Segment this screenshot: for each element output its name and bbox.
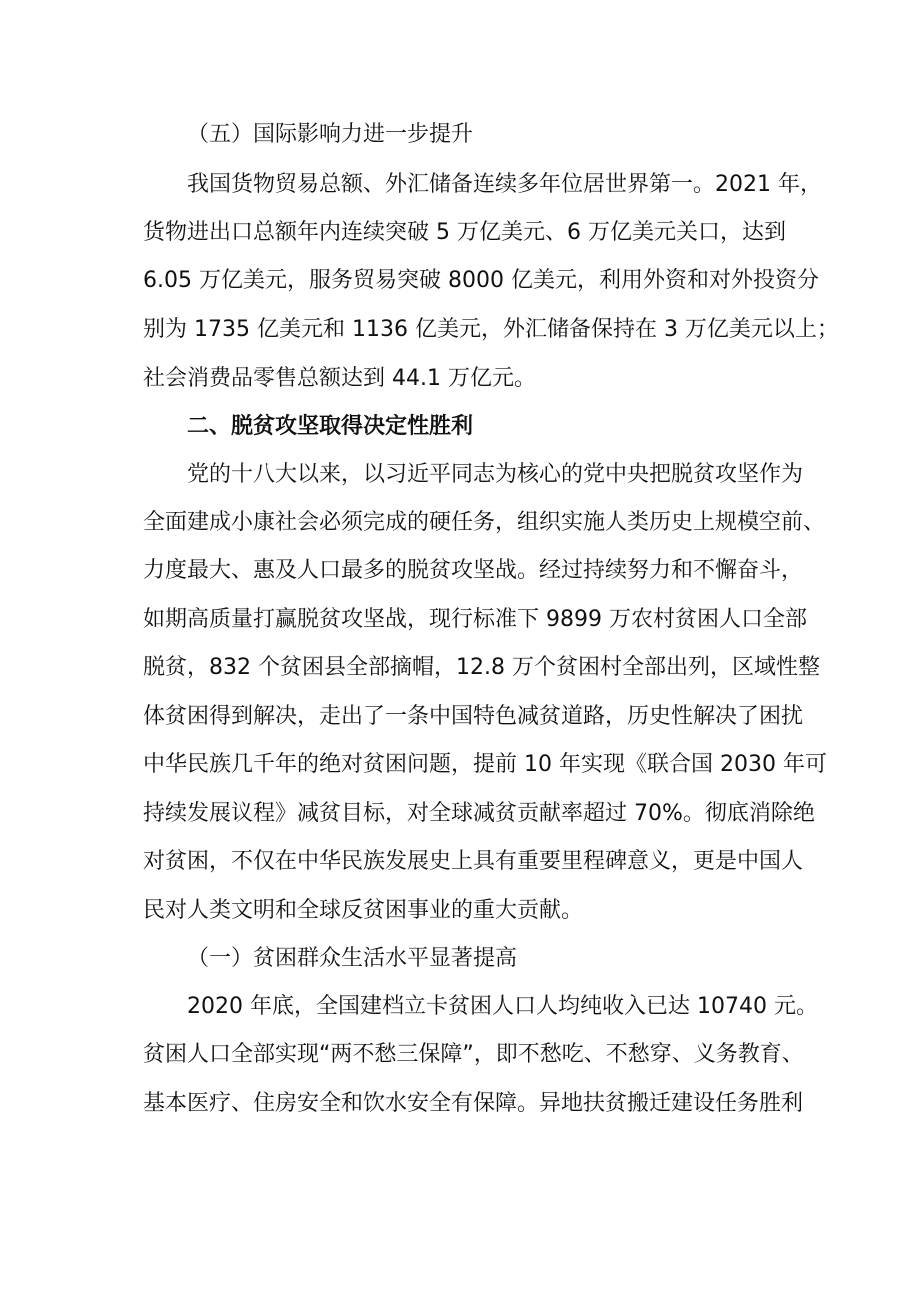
section-heading-poverty-alleviation: 二、脱贫攻坚取得决定性胜利	[187, 414, 474, 439]
paragraph-line: 力度最大、惠及人口最多的脱贫攻坚战。经过持续努力和不懈奋斗，	[143, 558, 804, 583]
paragraph-line: 2020 年底，全国建档立卡贫困人口人均纯收入已达 10740 元。	[187, 994, 818, 1019]
paragraph-line: 对贫困，不仅在中华民族发展史上具有重要里程碑意义，更是中国人	[143, 849, 804, 874]
paragraph-line: 社会消费品零售总额达到 44.1 万亿元。	[143, 366, 536, 391]
paragraph-line: 持续发展议程》减贫目标，对全球减贫贡献率超过 70%。彻底消除绝	[143, 801, 815, 826]
paragraph-line: 中华民族几千年的绝对贫困问题，提前 10 年实现《联合国 2030 年可	[143, 752, 827, 777]
paragraph-line: 脱贫，832 个贫困县全部摘帽，12.8 万个贫困村全部出列，区域性整	[143, 655, 820, 680]
paragraph-line: 别为 1735 亿美元和 1136 亿美元，外汇储备保持在 3 万亿美元以上；	[143, 317, 839, 342]
paragraph-line: 基本医疗、住房安全和饮水安全有保障。异地扶贫搬迁建设任务胜利	[143, 1091, 804, 1116]
paragraph-line: 如期高质量打赢脱贫攻坚战，现行标准下 9899 万农村贫困人口全部	[143, 607, 807, 632]
section-heading-international-influence: （五）国际影响力进一步提升	[187, 122, 474, 147]
paragraph-line: 体贫困得到解决，走出了一条中国特色减贫道路，历史性解决了困扰	[143, 704, 804, 729]
paragraph-line: 贫困人口全部实现“两不愁三保障”，即不愁吃、不愁穿、义务教育、	[143, 1042, 804, 1067]
section-heading-living-standards: （一）贫困群众生活水平显著提高	[187, 946, 518, 971]
paragraph-line: 民对人类文明和全球反贫困事业的重大贡献。	[143, 898, 584, 923]
paragraph-line: 我国货物贸易总额、外汇储备连续多年位居世界第一。2021 年，	[187, 172, 822, 197]
paragraph-line: 货物进出口总额年内连续突破 5 万亿美元、6 万亿美元关口，达到	[143, 220, 786, 245]
paragraph-line: 全面建成小康社会必须完成的硬任务，组织实施人类历史上规模空前、	[143, 510, 826, 535]
paragraph-line: 6.05 万亿美元，服务贸易突破 8000 亿美元，利用外资和对外投资分	[143, 268, 819, 293]
paragraph-line: 党的十八大以来，以习近平同志为核心的党中央把脱贫攻坚作为	[187, 462, 804, 487]
